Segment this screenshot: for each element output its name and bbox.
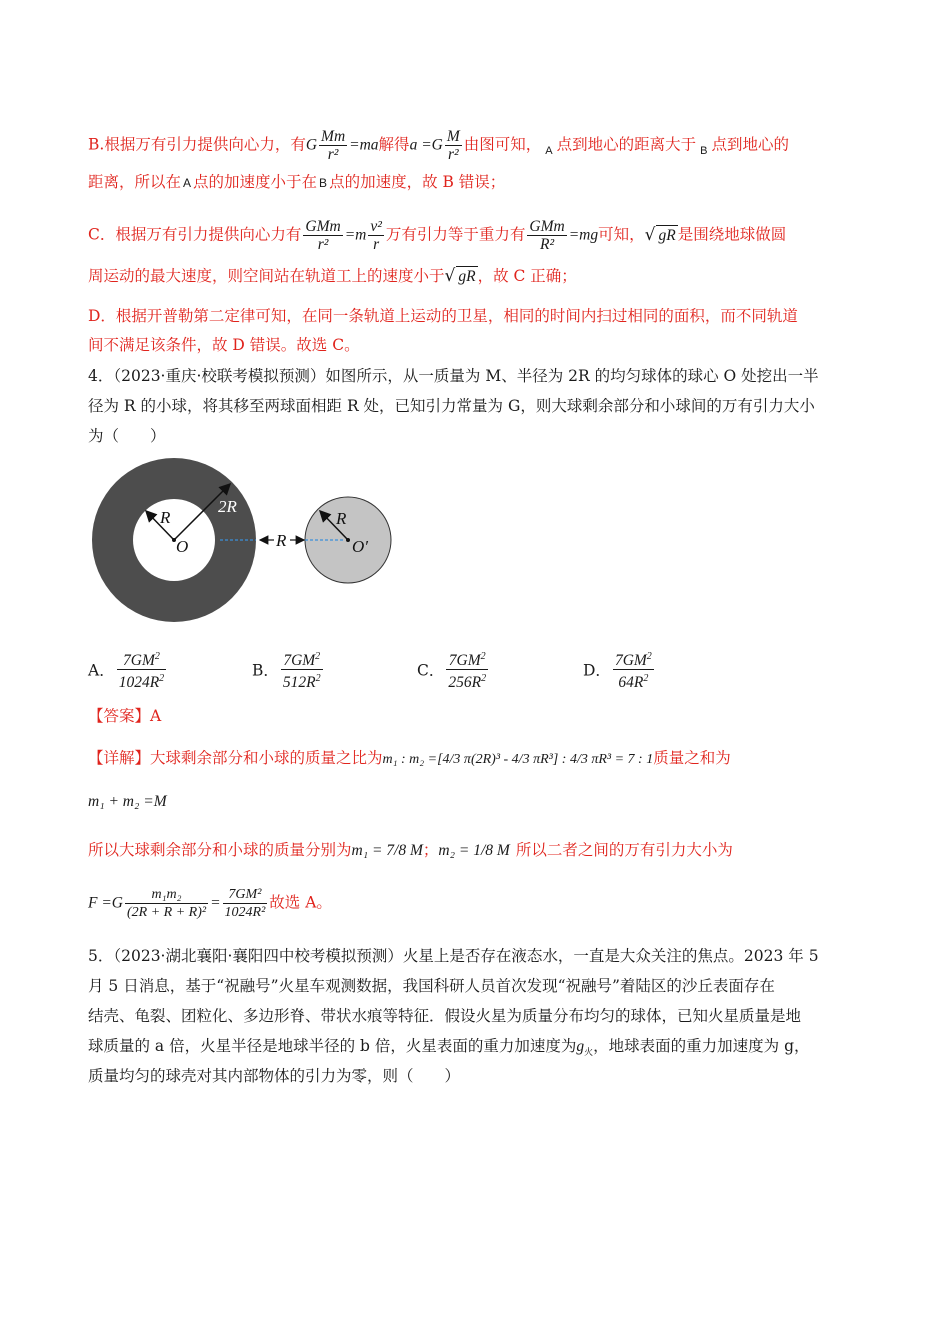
option-fraction [613, 648, 654, 691]
den: 1024R [118, 674, 160, 692]
eq-g: G [305, 136, 318, 154]
option-b-explanation-line1 [88, 128, 789, 163]
den: 512R [282, 674, 316, 692]
eq-ma: =ma [349, 136, 379, 154]
exp: 2 [315, 673, 321, 685]
label-o: O [176, 537, 189, 556]
option-d-explanation-line1: D．根据开普勒第二定律可知，在同一条轨道上运动的卫星，相同的时间内扫过相同的面积，而不同轨道 [88, 307, 798, 325]
text: 点到地心的 [711, 135, 789, 154]
exp: 2 [646, 651, 652, 662]
den: R² [539, 236, 555, 253]
option-label: C． [417, 661, 445, 680]
question-5-line5: 质量均匀的球壳对其内部物体的引力为零，则（ ） [88, 1067, 461, 1085]
sqrt-content: gR [458, 268, 476, 285]
point-b: B [700, 144, 708, 157]
text: ，故 C 正确； [477, 267, 577, 285]
option-b-explanation-line2 [88, 172, 505, 193]
option-a[interactable] [88, 648, 168, 691]
text: 所以大球剩余部分和小球的质量分别为 [88, 841, 352, 859]
num: 7GM [283, 652, 316, 670]
text: 可知， [598, 225, 645, 244]
detail-tag: 【详解】 [88, 749, 151, 767]
text: 周运动的最大速度，则空间站在轨道工上的速度小于 [88, 267, 445, 285]
label-o-prime: O′ [352, 537, 368, 556]
question-4-line2: 径为 R 的小球，将其移至两球面相距 R 处，已知引力常量为 G，则大球剩余部分和小球间的万有引力大小 [88, 397, 815, 415]
num: M [446, 128, 460, 145]
option-b[interactable] [252, 648, 325, 691]
fraction-m1m2 [125, 886, 208, 921]
text: 解得 [378, 135, 410, 154]
fraction-m-r2 [445, 128, 462, 163]
fraction-mm-r2 [319, 128, 347, 163]
num: m₁m₂ [125, 886, 208, 904]
sphere-figure [88, 456, 408, 626]
den: 64R [618, 674, 644, 692]
option-d[interactable] [583, 648, 656, 691]
question-5-line2: 月 5 日消息，基于“祝融号”火星车观测数据，我国科研人员首次发现“祝融号”着陆区的沙丘表面存在 [88, 977, 775, 995]
sqrt-gr: √ gR [444, 266, 476, 286]
den: r [373, 236, 380, 253]
text: 点的加速度小于在 [193, 173, 318, 191]
question-4-line1: 4．（2023·重庆·校联考模拟预测）如图所示，从一质量为 M、半径为 2R 的均匀球体的球心 O 处挖出一半 [88, 367, 819, 385]
option-label: B． [252, 661, 279, 680]
text: 点到地心的距离大于 [556, 135, 697, 154]
den: r² [447, 146, 459, 163]
fraction-result [223, 886, 268, 921]
option-label: D． [583, 661, 611, 680]
fraction-v2-r [368, 218, 384, 253]
num: GMm [305, 218, 341, 235]
point-a: A [545, 144, 553, 157]
text: 由图可知， [463, 135, 542, 154]
eq-sign: = [210, 894, 221, 912]
text: 球质量的 a 倍，火星半径是地球半径的 b 倍，火星表面的重力加速度为 [88, 1037, 577, 1055]
den: 1024R² [224, 905, 266, 920]
center-dot-small [346, 538, 350, 542]
eq-mg: =mg [568, 226, 599, 244]
fraction-gmm-R2 [527, 218, 566, 253]
fraction-gmm-r2 [303, 218, 342, 253]
option-fraction [281, 648, 323, 691]
den: 256R [448, 674, 482, 692]
sqrt-gr: √ gR [644, 224, 676, 245]
eq-left: F =G [88, 894, 123, 912]
exp: 2 [480, 651, 486, 662]
text: ，地球表面的重力加速度为 g， [593, 1037, 810, 1055]
text: B.根据万有引力提供向心力，有 [88, 135, 306, 154]
text: 万有引力等于重力有 [385, 225, 526, 244]
question-5-line1: 5．（2023·湖北襄阳·襄阳四中校考模拟预测）火星上是否存在液态水，一直是大众关注的焦点。2023 年 5 [88, 947, 819, 965]
m2-equation: m₂ = 1/8 M [438, 842, 510, 859]
question-5-line4 [88, 1036, 810, 1063]
option-fraction [117, 648, 166, 691]
g-mars-sub: 火 [584, 1048, 594, 1059]
text: C．根据万有引力提供向心力有 [88, 225, 302, 244]
option-fraction [446, 648, 488, 691]
option-c-explanation-line2 [88, 266, 577, 287]
question-5-line3: 结壳、龟裂、团粒化、多边形脊、带状水痕等特征．假设火星为质量分布均匀的球体，已知火星质量是地 [88, 1007, 802, 1025]
label-outer-2r: 2R [218, 497, 237, 516]
exp: 2 [315, 651, 321, 662]
num: v² [370, 218, 382, 235]
detail-sum-equation: m₁ + m₂ =M [88, 793, 167, 810]
den: r² [317, 236, 329, 253]
eq-a: a =G [409, 136, 443, 154]
num: GMm [529, 218, 565, 235]
mass-ratio-equation: m₁ : m₂ =[4/3 π(2R)³ - 4/3 πR³] : 4/3 πR³ = 7 : 1 [382, 752, 654, 767]
num: Mm [321, 128, 346, 145]
point-b: B [319, 176, 328, 190]
num: 7GM² [223, 886, 268, 904]
text: 是围绕地球做圆 [677, 225, 787, 244]
detail-line3 [88, 840, 733, 861]
text: 大球剩余部分和小球的质量之比为 [150, 749, 383, 767]
den: r² [327, 146, 339, 163]
text: 所以二者之间的万有引力大小为 [515, 841, 733, 859]
detail-force-equation [88, 886, 332, 921]
point-a: A [183, 176, 192, 190]
den: (2R + R + R)² [127, 905, 207, 920]
num: 7GM [614, 652, 647, 670]
text: 距离，所以在 [88, 173, 182, 191]
detail-line1 [88, 748, 731, 770]
text: 质量之和为 [653, 749, 731, 767]
text: 点的加速度，故 B 错误； [329, 173, 506, 191]
option-d-explanation-line2: 间不满足该条件，故 D 错误。故选 C。 [88, 336, 360, 354]
g-mars: g [576, 1038, 585, 1055]
option-label: A． [88, 661, 115, 680]
sqrt-content: gR [658, 226, 676, 244]
exp: 2 [154, 651, 160, 662]
exp: 2 [481, 673, 487, 685]
label-gap-r: R [276, 531, 287, 550]
num: 7GM [123, 652, 155, 670]
text: 故选 A。 [269, 893, 332, 912]
exp: 2 [643, 673, 649, 685]
option-c-explanation-line1 [88, 218, 786, 253]
eq-m: =m [344, 226, 367, 244]
text: ； [422, 841, 439, 859]
num: 7GM [448, 652, 481, 670]
exp: 2 [159, 673, 165, 685]
question-4-line3: 为（ ） [88, 427, 166, 445]
label-inner-r: R [160, 508, 171, 527]
answer: 【答案】A [88, 707, 162, 725]
label-small-r: R [336, 509, 347, 528]
m1-equation: m₁ = 7/8 M [351, 842, 423, 859]
option-c[interactable] [417, 648, 490, 691]
